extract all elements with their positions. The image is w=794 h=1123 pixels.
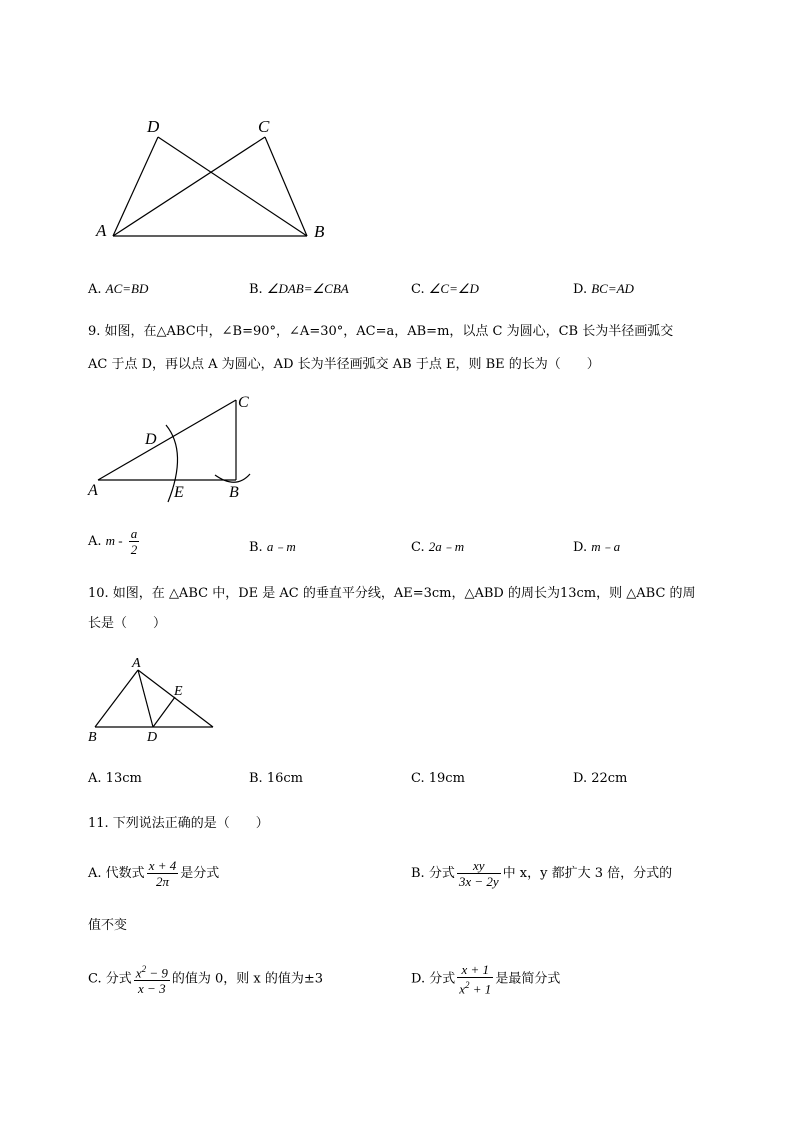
label-c: C [238, 394, 249, 411]
segment-db [158, 137, 307, 236]
q11-option-c[interactable]: C. 分式 $\frac{x^2 - 9}{x - 3}$ 的值为 0，则 x 的值为±3 [88, 964, 324, 997]
q10-option-a[interactable]: A. 13cm [88, 771, 142, 786]
label-a: A [132, 656, 141, 671]
q9-option-c[interactable]: C. 2a﹣m [411, 539, 465, 555]
label-a: A [96, 221, 107, 240]
segment-ad [138, 670, 153, 727]
segment-cb [265, 137, 307, 236]
label-b: B [229, 484, 239, 501]
figure-q10 [85, 650, 220, 745]
q9-stem-line2: AC 于点 D，再以点 A 为圆心，AD 长为半径画弧交 AB 于点 E，则 BE 的长为（ ） [88, 357, 600, 372]
q10-option-d[interactable]: D. 22cm [573, 771, 628, 786]
figure-q9 [85, 390, 265, 505]
fraction: $\frac{xy}{3x - 2y}$ [458, 858, 499, 889]
label-e: E [174, 684, 183, 699]
q11-stem: 11. 下列说法正确的是（ ） [88, 816, 269, 831]
q9-option-b[interactable]: B. a﹣m [249, 539, 296, 555]
q10-option-c[interactable]: C. 19cm [411, 771, 465, 786]
label-a: A [88, 482, 98, 499]
fraction: $\frac{x^2 - 9}{x - 3}$ [135, 964, 168, 997]
q10-option-b[interactable]: B. 16cm [249, 771, 303, 786]
fraction: $\frac{a}{2}$ [130, 526, 138, 557]
label-d: D [147, 117, 160, 136]
label-b: B [88, 730, 97, 745]
segment-ac [98, 400, 236, 480]
q11-option-b[interactable]: B. 分式 $\frac{xy}{3x - 2y}$ 中 x，y 都扩大 3 倍，分式的 [411, 858, 673, 889]
segment-ab [95, 670, 138, 727]
q9-option-a[interactable]: A. m - $\frac{a}{2}$ [88, 526, 138, 557]
q8-option-d[interactable]: D. BC=AD [573, 281, 634, 297]
q8-option-c[interactable]: C. ∠C=∠D [411, 281, 479, 297]
q11-option-a[interactable]: A. 代数式 $\frac{x + 4}{2\pi}$ 是分式 [88, 858, 220, 889]
figure-q8 [80, 110, 340, 250]
q9-option-d[interactable]: D. m﹣a [573, 539, 621, 555]
label-d: D [145, 431, 157, 448]
q9-stem-line1: 9. 如图，在△ABC中，∠B=90°，∠A=30°，AC=a，AB=m，以点 C 为圆心，CB 长为半径画弧交 [88, 324, 674, 339]
label-c: C [258, 117, 270, 136]
q10-stem-line2: 长是（ ） [88, 616, 167, 631]
fraction: $\frac{x + 4}{2\pi}$ [148, 858, 177, 889]
label-e: E [174, 484, 184, 501]
q8-option-b[interactable]: B. ∠DAB=∠CBA [249, 281, 349, 297]
fraction: $\frac{x + 1}{x^2 + 1}$ [459, 962, 492, 997]
arc-from-c [215, 474, 250, 482]
q10-stem-line1: 10. 如图，在 △ABC 中，DE 是 AC 的垂直平分线，AE=3cm，△ABD 的周长为13cm，则 △ABC 的周 [88, 586, 696, 601]
q8-option-a[interactable]: A. AC=BD [88, 281, 149, 297]
segment-de [153, 697, 175, 727]
label-b: B [314, 222, 325, 241]
q11-option-b-continued: 值不变 [88, 918, 128, 933]
label-d: D [147, 730, 158, 745]
q11-option-d[interactable]: D. 分式 $\frac{x + 1}{x^2 + 1}$ 是最简分式 [411, 962, 561, 997]
